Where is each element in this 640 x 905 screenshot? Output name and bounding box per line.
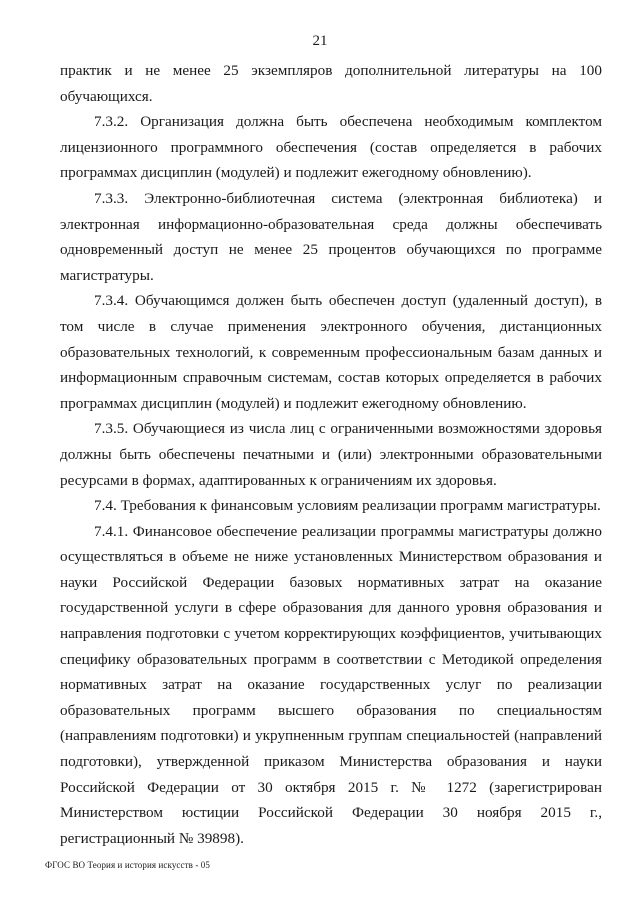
page-number: 21	[312, 33, 328, 49]
paragraph-continuation: практик и не менее 25 экземпляров дополнительной литературы на 100 обучающихся.	[60, 62, 602, 105]
page-body	[60, 58, 602, 851]
paragraph-7-3-2: 7.3.2. Организация должна быть обеспечена необходимым комплектом лицензионного программного обеспечения (состав определяется в рабочих программах дисциплин (модулей) и подлежит ежегодному обновлению).	[60, 113, 602, 182]
paragraph-7-3-3: 7.3.3. Электронно-библиотечная система (электронная библиотека) и электронная информационно-образовательная среда должны обеспечивать одновременный доступ не менее 25 процентов обучающихся по программе магистратуры.	[60, 189, 602, 284]
paragraph-7-3-5: 7.3.5. Обучающиеся из числа лиц с ограниченными возможностями здоровья должны быть обеспечены печатными и (или) электронными образовательными ресурсами в формах, адаптированных к ограничениям их здоровья.	[60, 420, 602, 489]
paragraph-7-3-4: 7.3.4. Обучающимся должен быть обеспечен доступ (удаленный доступ), в том числе в случае применения электронного обучения, дистанционных образовательных технологий, к современным профессиональным базам данных и информационным справочным системам, состав которых определяется в рабочих программах дисциплин (модулей) и подлежит ежегодному обновлению.	[60, 292, 602, 412]
section-heading-7-4: 7.4. Требования к финансовым условиям реализации программ магистратуры.	[94, 497, 601, 515]
paragraph-7-4-1: 7.4.1. Финансовое обеспечение реализации программы магистратуры должно осуществляться в объеме не ниже установленных Министерством образования и науки Российской Федерации базовых нормативных затрат на оказание государственной услуги в сфере образования для данного уровня образования и направления подготовки с учетом корректирующих коэффициентов, учитывающих специфику образовательных программ в соответствии с Методикой определения нормативных затрат на оказание государственных услуг по реализации образовательных программ высшего образования по специальностям (направлениям подготовки) и укрупненным группам специальностей (направлений подготовки), утвержденной приказом Министерства образования и науки Российской Федерации от 30 октября 2015 г. № 1272 (зарегистрирован Министерством юстиции Российской Федерации 30 ноября 2015 г., регистрационный № 39898).	[60, 522, 602, 847]
document-footer: ФГОС ВО Теория и история искусств - 05	[45, 860, 210, 870]
